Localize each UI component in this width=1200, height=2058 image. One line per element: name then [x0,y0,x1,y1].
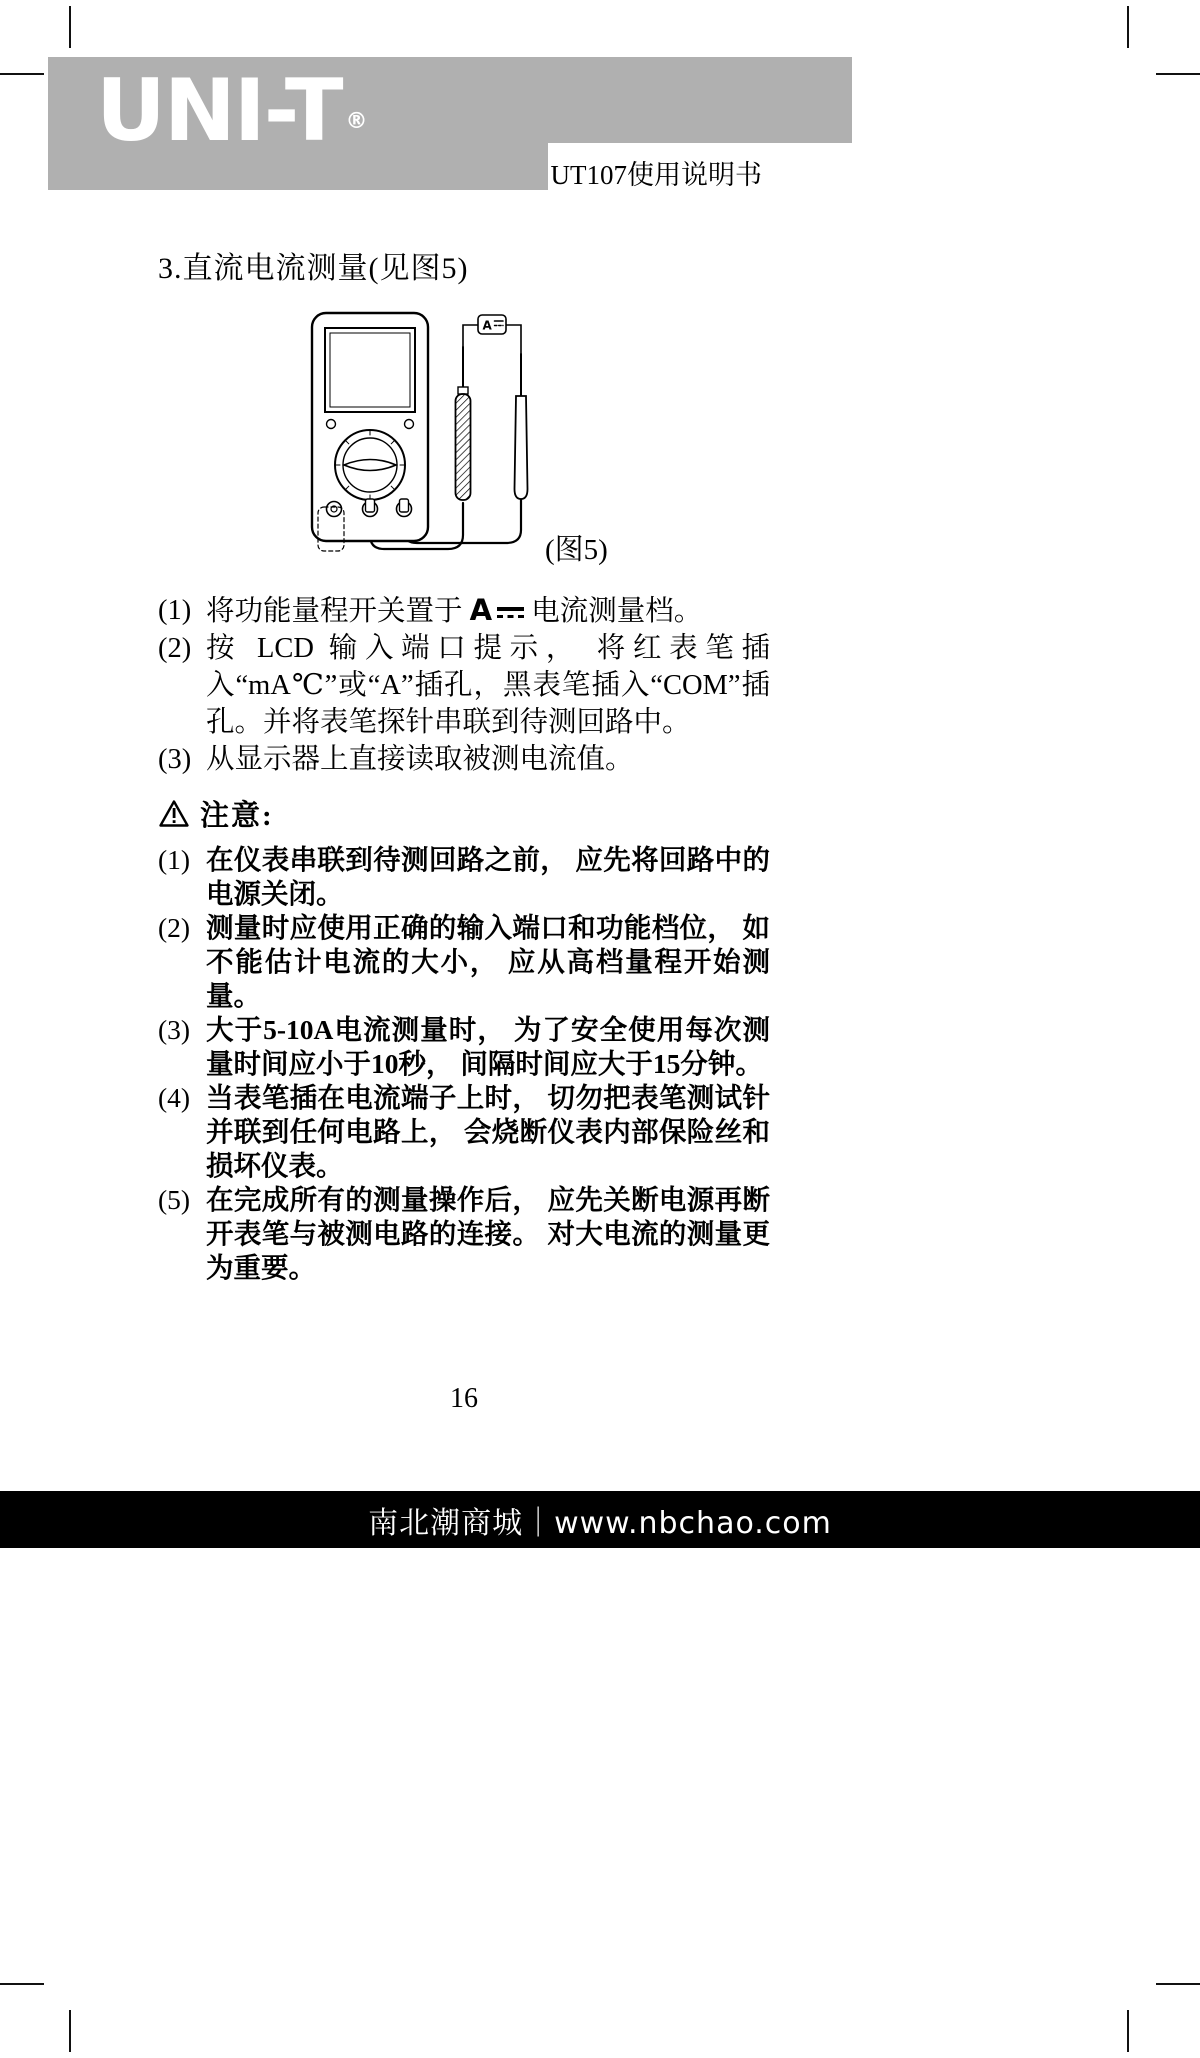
dc-symbol-icon [497,604,524,620]
list-item [158,1013,770,1081]
list-item [158,1081,770,1183]
list-item [158,1183,770,1285]
crop-mark [1127,2010,1129,2052]
list-item [158,843,770,911]
list-item [158,741,770,778]
crop-mark [0,73,44,75]
dc-symbol-letter: A [469,593,493,627]
ammeter-label: A [482,318,492,333]
page-number: 16 [450,1383,478,1414]
notice-items [158,843,770,1285]
note-text: 在仪表串联到待测回路之前， 应先将回路中的电源关闭。 [206,844,770,909]
step-number: (2) [158,633,192,664]
notice-label: 注意: [200,799,274,832]
red-probe [456,347,471,500]
notice-header [158,795,770,831]
warning-triangle-icon [158,799,190,828]
crop-mark [1156,1983,1200,1985]
list-item [158,592,770,630]
dc-current-symbol [469,593,524,627]
note-number: (5) [158,1184,191,1215]
note-number: (3) [158,1014,191,1045]
figure-caption: (图5) [545,534,608,566]
note-text: 大于5-10A电流测量时， 为了安全使用每次测量时间应小于10秒， 间隔时间应大于15分钟。 [206,1014,770,1079]
crop-mark [0,1983,44,1985]
step-text: 按 LCD 输入端口提示， 将红表笔插入“mA℃”或“A”插孔，黑表笔插入“COM”插孔。并将表笔探针串联到待测回路中。 [206,633,770,738]
step-text-pre: 将功能量程开关置于 [206,596,470,627]
crop-mark [69,6,71,48]
list-item [158,911,770,1013]
note-number: (4) [158,1082,191,1113]
note-text: 测量时应使用正确的输入端口和功能档位， 如不能估计电流的大小， 应从高档量程开始测量。 [206,912,770,1011]
black-probe [515,354,528,499]
step-text: 从显示器上直接读取被测电流值。 [206,744,634,775]
step-number: (3) [158,744,192,775]
crop-mark [69,2010,71,2052]
step-text-post: 电流测量档。 [524,596,703,627]
section-title: 3.直流电流测量(见图5) [158,252,469,285]
step-text [206,592,770,630]
note-text: 在完成所有的测量操作后， 应先关断电源再断开表笔与被测电路的连接。 对大电流的测量更为重要。 [206,1184,770,1283]
crop-mark [1156,73,1200,75]
footer-bar [0,1491,1200,1548]
meter-display [325,328,415,412]
steps-list [158,592,770,778]
note-number: (2) [158,912,191,943]
notice-section [158,795,770,1285]
note-text: 当表笔插在电流端子上时， 切勿把表笔测试针并联到任何电路上， 会烧断仪表内部保险丝和损坏仪表。 [206,1082,770,1181]
document-title: UT107使用说明书 [550,160,762,190]
step-number: (1) [158,595,192,626]
list-item [158,630,770,741]
crop-mark [1127,6,1129,48]
registered-mark: ® [345,109,368,134]
note-number: (1) [158,844,191,875]
footer-text: 南北潮商城｜www.nbchao.com [368,1505,832,1541]
brand-logo [96,61,368,161]
brand-logo-text: UNI-T [96,61,342,161]
